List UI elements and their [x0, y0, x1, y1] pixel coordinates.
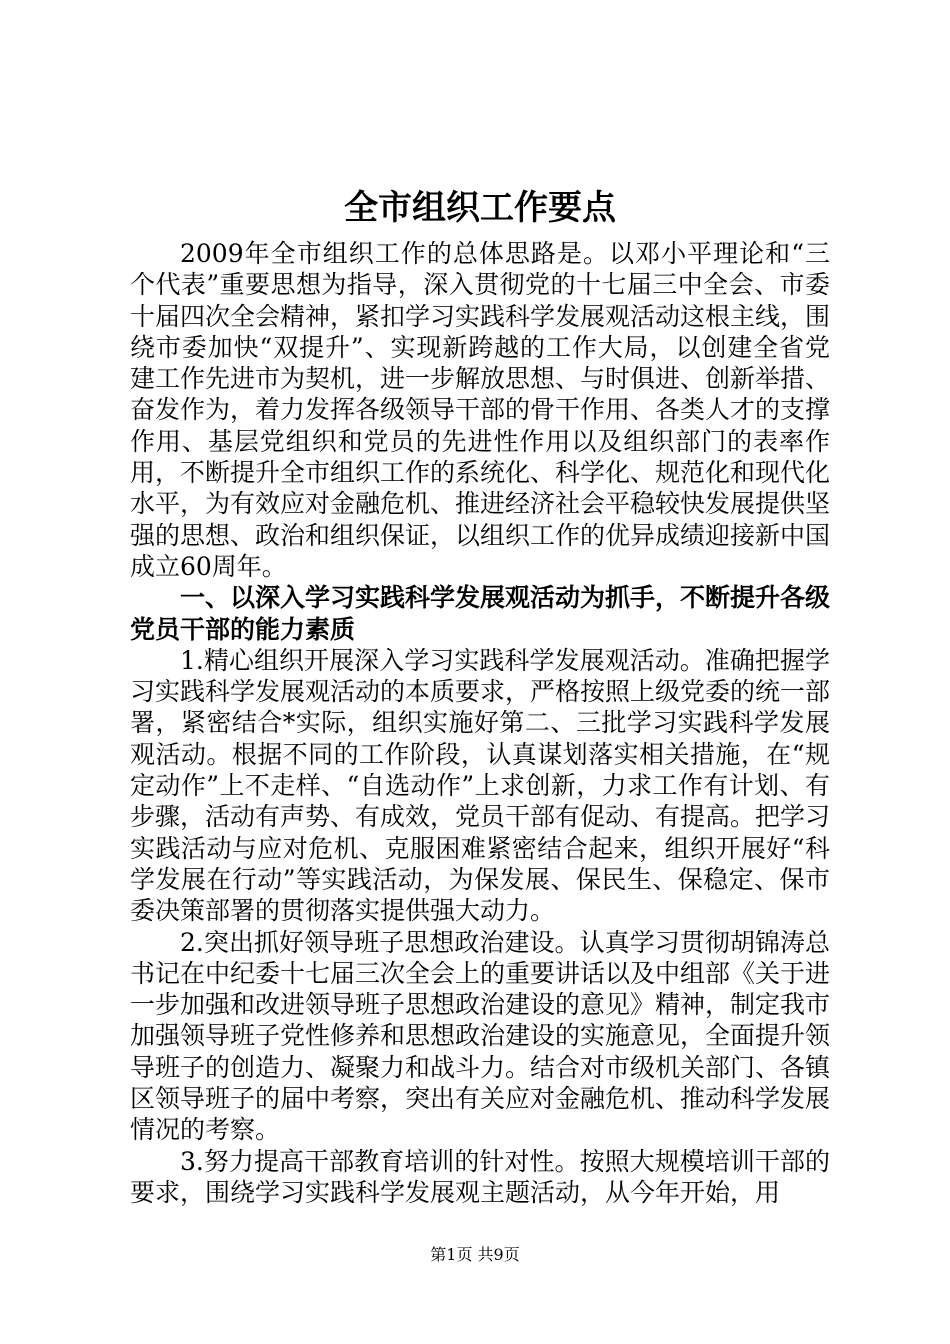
intro-paragraph: 2009年全市组织工作的总体思路是。以邓小平理论和“三个代表”重要思想为指导，深入贯彻党的十七届三中全会、市委十届四次全会精神，紧扣学习实践科学发展观活动这根主线，围绕市委加快“双提升”、实现新跨越的工作大局，以创建全省党建工作先进市为契机，进一步解放思想、与时俱进、创新举措、奋发作为，着力发挥各级领导干部的骨干作用、各类人才的支撑作用、基层党组织和党员的先进性作用以及组织部门的表率作用，不断提升全市组织工作的系统化、科学化、规范化和现代化水平，为有效应对金融危机、推进经济社会平稳较快发展提供坚强的思想、政治和组织保证，以组织工作的优异成绩迎接新中国成立60周年。: [130, 239, 831, 581]
item-paragraph-3: 3.努力提高干部教育培训的针对性。按照大规模培训干部的要求，围绕学习实践科学发展观主题活动，从今年开始，用: [130, 1146, 830, 1207]
item-paragraph-2: 2.突出抓好领导班子思想政治建设。认真学习贯彻胡锦涛总书记在中纪委十七届三次全会上的重要讲话以及中组部《关于进一步加强和改进领导班子思想政治建设的意见》精神，制定我市加强领导班子党性修养和思想政治建设的实施意见，全面提升领导班子的创造力、凝聚力和战斗力。结合对市级机关部门、各镇区领导班子的届中考察，突出有关应对金融危机、推动科学发展情况的考察。: [130, 927, 831, 1145]
page-number-footer: 第1页 共9页: [430, 1245, 520, 1264]
document-title: 全市组织工作要点: [344, 188, 616, 228]
section-heading-1: 一、以深入学习实践科学发展观活动为抓手，不断提升各级党员干部的能力素质: [130, 583, 831, 644]
item-paragraph-1: 1.精心组织开展深入学习实践科学发展观活动。准确把握学习实践科学发展观活动的本质要求，严格按照上级党委的统一部署，紧密结合*实际，组织实施好第二、三批学习实践科学发展观活动。根据不同的工作阶段，认真谋划落实相关措施，在“规定动作”上不走样、“自选动作”上求创新，力求工作有计划、有步骤，活动有声势、有成效，党员干部有促动、有提高。把学习实践活动与应对危机、克服困难紧密结合起来，组织开展好“科学发展在行动”等实践活动，为保发展、保民生、保稳定、保市委决策部署的贯彻落实提供强大动力。: [130, 645, 831, 926]
document-body: [130, 178, 830, 1208]
